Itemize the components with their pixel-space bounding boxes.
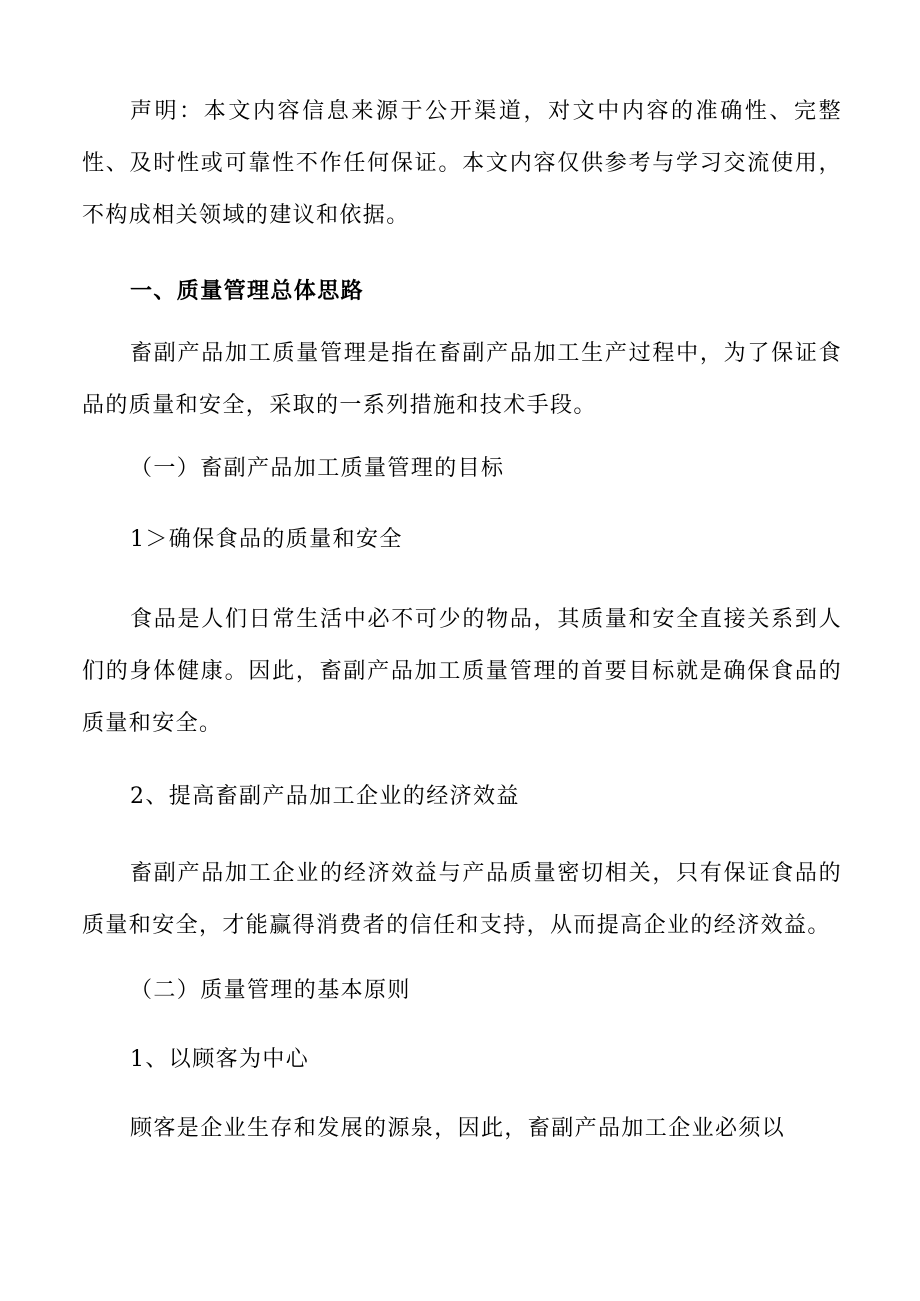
economic-benefit-paragraph: 畜副产品加工企业的经济效益与产品质量密切相关，只有保证食品的质量和安全，才能赢得消费者的信任和支持，从而提高企业的经济效益。 [82, 861, 842, 938]
customer-focus-paragraph: 顾客是企业生存和发展的源泉，因此，畜副产品加工企业必须以 [130, 1116, 786, 1141]
section-heading: 一、质量管理总体思路 [130, 278, 365, 304]
subsection-heading-principles: （二）质量管理的基本原则 [130, 978, 411, 1003]
subsection-heading-goals: （一）畜副产品加工质量管理的目标 [130, 456, 505, 481]
intro-paragraph: 畜副产品加工质量管理是指在畜副产品加工生产过程中，为了保证食品的质量和安全，采取的一系列措施和技术手段。 [82, 341, 842, 418]
item-heading-economic-benefit: 2、提高畜副产品加工企业的经济效益 [130, 784, 520, 809]
item-heading-food-safety: 1＞确保食品的质量和安全 [130, 527, 403, 552]
disclaimer-paragraph: 声明：本文内容信息来源于公开渠道，对文中内容的准确性、完整性、及时性或可靠性不作任何保证。本文内容仅供参考与学习交流使用，不构成相关领域的建议和依据。 [82, 99, 842, 228]
food-safety-paragraph: 食品是人们日常生活中必不可少的物品，其质量和安全直接关系到人们的身体健康。因此，畜副产品加工质量管理的首要目标就是确保食品的质量和安全。 [82, 607, 842, 736]
item-heading-customer-focus: 1、以顾客为中心 [130, 1047, 310, 1072]
